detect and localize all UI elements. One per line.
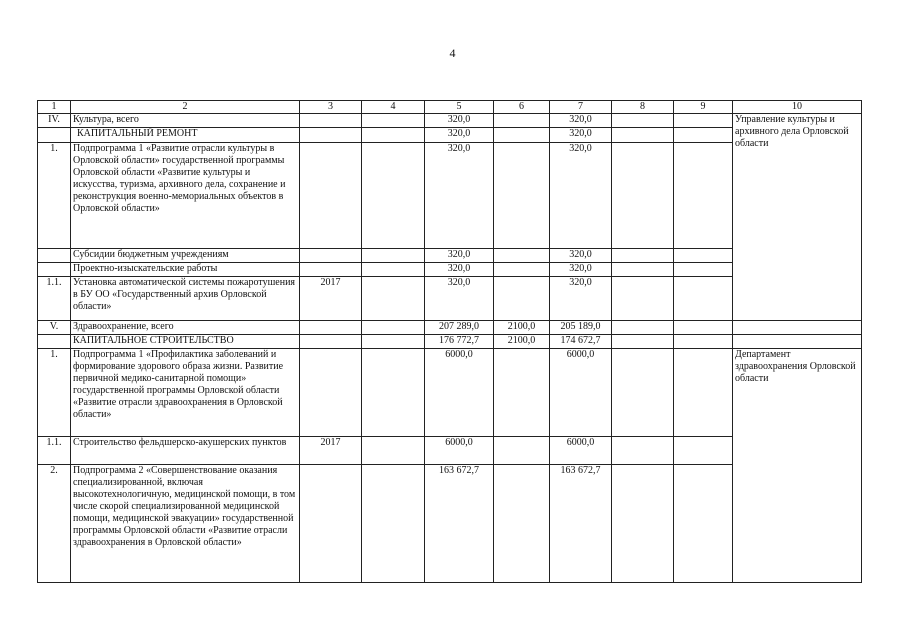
col9-cell xyxy=(674,143,733,249)
col4-cell xyxy=(362,249,425,263)
col7-cell: 320,0 xyxy=(550,263,612,277)
header-cell: 7 xyxy=(550,101,612,114)
col4-cell xyxy=(362,321,425,335)
col4-cell xyxy=(362,437,425,465)
col8-cell xyxy=(612,263,674,277)
row-number: IV. xyxy=(38,114,71,128)
col6-cell xyxy=(494,349,550,437)
year-cell: 2017 xyxy=(300,277,362,321)
col8-cell xyxy=(612,335,674,349)
col9-cell xyxy=(674,263,733,277)
row-number: 1.1. xyxy=(38,437,71,465)
col9-cell xyxy=(674,437,733,465)
col5-cell: 320,0 xyxy=(425,249,494,263)
col7-cell: 320,0 xyxy=(550,114,612,128)
header-cell: 9 xyxy=(674,101,733,114)
col5-cell: 207 289,0 xyxy=(425,321,494,335)
col6-cell xyxy=(494,263,550,277)
row-name: Подпрограмма 1 «Профилактика заболеваний и формирование здорового образа жизни. Развитие первичной медико-санитарной помощи» государственной программы Орловской области «Развитие отрасли здравоохранения в Орловской области» xyxy=(71,349,300,437)
table-row xyxy=(38,321,862,335)
col6-cell xyxy=(494,143,550,249)
col8-cell xyxy=(612,277,674,321)
col8-cell xyxy=(612,465,674,583)
col9-cell xyxy=(674,277,733,321)
col8-cell xyxy=(612,128,674,143)
col8-cell xyxy=(612,349,674,437)
header-cell: 3 xyxy=(300,101,362,114)
col9-cell xyxy=(674,335,733,349)
col6-cell xyxy=(494,465,550,583)
col7-cell: 6000,0 xyxy=(550,437,612,465)
year-cell xyxy=(300,263,362,277)
col9-cell xyxy=(674,349,733,437)
table-row xyxy=(38,349,862,437)
col8-cell xyxy=(612,143,674,249)
row-name: Подпрограмма 1 «Развитие отрасли культуры в Орловской области» государственной программы Орловской области «Развитие культуры и искусства, туризма, архивного дела, сохранение и реконструкция военно-мемориальных объектов в Орловской области» xyxy=(71,143,300,249)
col8-cell xyxy=(612,321,674,335)
header-cell: 10 xyxy=(733,101,862,114)
header-cell: 4 xyxy=(362,101,425,114)
row-name: Субсидии бюджетным учреждениям xyxy=(71,249,300,263)
col8-cell xyxy=(612,114,674,128)
responsible-empty xyxy=(733,321,862,335)
year-cell xyxy=(300,114,362,128)
row-name: Проектно-изыскательские работы xyxy=(71,263,300,277)
year-cell xyxy=(300,143,362,249)
year-cell xyxy=(300,465,362,583)
row-number xyxy=(38,128,71,143)
col7-cell: 320,0 xyxy=(550,128,612,143)
row-number: 2. xyxy=(38,465,71,583)
col6-cell xyxy=(494,128,550,143)
col7-cell: 320,0 xyxy=(550,277,612,321)
year-cell xyxy=(300,128,362,143)
row-number: 1. xyxy=(38,349,71,437)
col7-cell: 174 672,7 xyxy=(550,335,612,349)
col9-cell xyxy=(674,465,733,583)
col5-cell: 320,0 xyxy=(425,143,494,249)
col5-cell: 320,0 xyxy=(425,263,494,277)
col5-cell: 320,0 xyxy=(425,277,494,321)
responsible-empty xyxy=(733,335,862,349)
col8-cell xyxy=(612,249,674,263)
row-name: Подпрограмма 2 «Совершенствование оказания специализированной, включая высокотехнологичную, медицинской помощи, в том числе скорой специализированной медицинской помощи, медицинской эвакуации» государственной программы Орловской области «Развитие отрасли здравоохранения в Орловской области» xyxy=(71,465,300,583)
page-number: 4 xyxy=(449,46,456,60)
col5-cell: 320,0 xyxy=(425,114,494,128)
row-name: КАПИТАЛЬНЫЙ РЕМОНТ xyxy=(71,128,300,143)
col7-cell: 6000,0 xyxy=(550,349,612,437)
col4-cell xyxy=(362,465,425,583)
col7-cell: 163 672,7 xyxy=(550,465,612,583)
header-cell: 8 xyxy=(612,101,674,114)
header-cell: 1 xyxy=(38,101,71,114)
row-number xyxy=(38,249,71,263)
table-row xyxy=(38,335,862,349)
row-number xyxy=(38,335,71,349)
year-cell xyxy=(300,321,362,335)
col8-cell xyxy=(612,437,674,465)
row-name: КАПИТАЛЬНОЕ СТРОИТЕЛЬСТВО xyxy=(71,335,300,349)
row-name: Культура, всего xyxy=(71,114,300,128)
header-cell: 5 xyxy=(425,101,494,114)
row-number: V. xyxy=(38,321,71,335)
year-cell: 2017 xyxy=(300,437,362,465)
col4-cell xyxy=(362,128,425,143)
col5-cell: 320,0 xyxy=(425,128,494,143)
col7-cell: 205 189,0 xyxy=(550,321,612,335)
responsible-culture: Управление культуры и архивного дела Орловской области xyxy=(733,114,862,321)
row-number: 1.1. xyxy=(38,277,71,321)
col5-cell: 176 772,7 xyxy=(425,335,494,349)
year-cell xyxy=(300,349,362,437)
header-row xyxy=(38,101,862,114)
responsible-health: Департамент здравоохранения Орловской области xyxy=(733,349,862,583)
col6-cell xyxy=(494,114,550,128)
col6-cell xyxy=(494,277,550,321)
header-cell: 6 xyxy=(494,101,550,114)
table-row xyxy=(38,114,862,128)
col5-cell: 163 672,7 xyxy=(425,465,494,583)
header-cell: 2 xyxy=(71,101,300,114)
col9-cell xyxy=(674,128,733,143)
col9-cell xyxy=(674,321,733,335)
row-name: Строительство фельдшерско-акушерских пунктов xyxy=(71,437,300,465)
col7-cell: 320,0 xyxy=(550,143,612,249)
col9-cell xyxy=(674,114,733,128)
col4-cell xyxy=(362,114,425,128)
col5-cell: 6000,0 xyxy=(425,349,494,437)
row-name: Здравоохранение, всего xyxy=(71,321,300,335)
col4-cell xyxy=(362,277,425,321)
col6-cell xyxy=(494,437,550,465)
col4-cell xyxy=(362,263,425,277)
col6-cell: 2100,0 xyxy=(494,335,550,349)
budget-table xyxy=(37,100,862,583)
col6-cell: 2100,0 xyxy=(494,321,550,335)
year-cell xyxy=(300,335,362,349)
col4-cell xyxy=(362,349,425,437)
col6-cell xyxy=(494,249,550,263)
year-cell xyxy=(300,249,362,263)
col7-cell: 320,0 xyxy=(550,249,612,263)
col5-cell: 6000,0 xyxy=(425,437,494,465)
row-number: 1. xyxy=(38,143,71,249)
col9-cell xyxy=(674,249,733,263)
col4-cell xyxy=(362,335,425,349)
row-number xyxy=(38,263,71,277)
col4-cell xyxy=(362,143,425,249)
row-name: Установка автоматической системы пожаротушения в БУ ОО «Государственный архив Орловской области» xyxy=(71,277,300,321)
